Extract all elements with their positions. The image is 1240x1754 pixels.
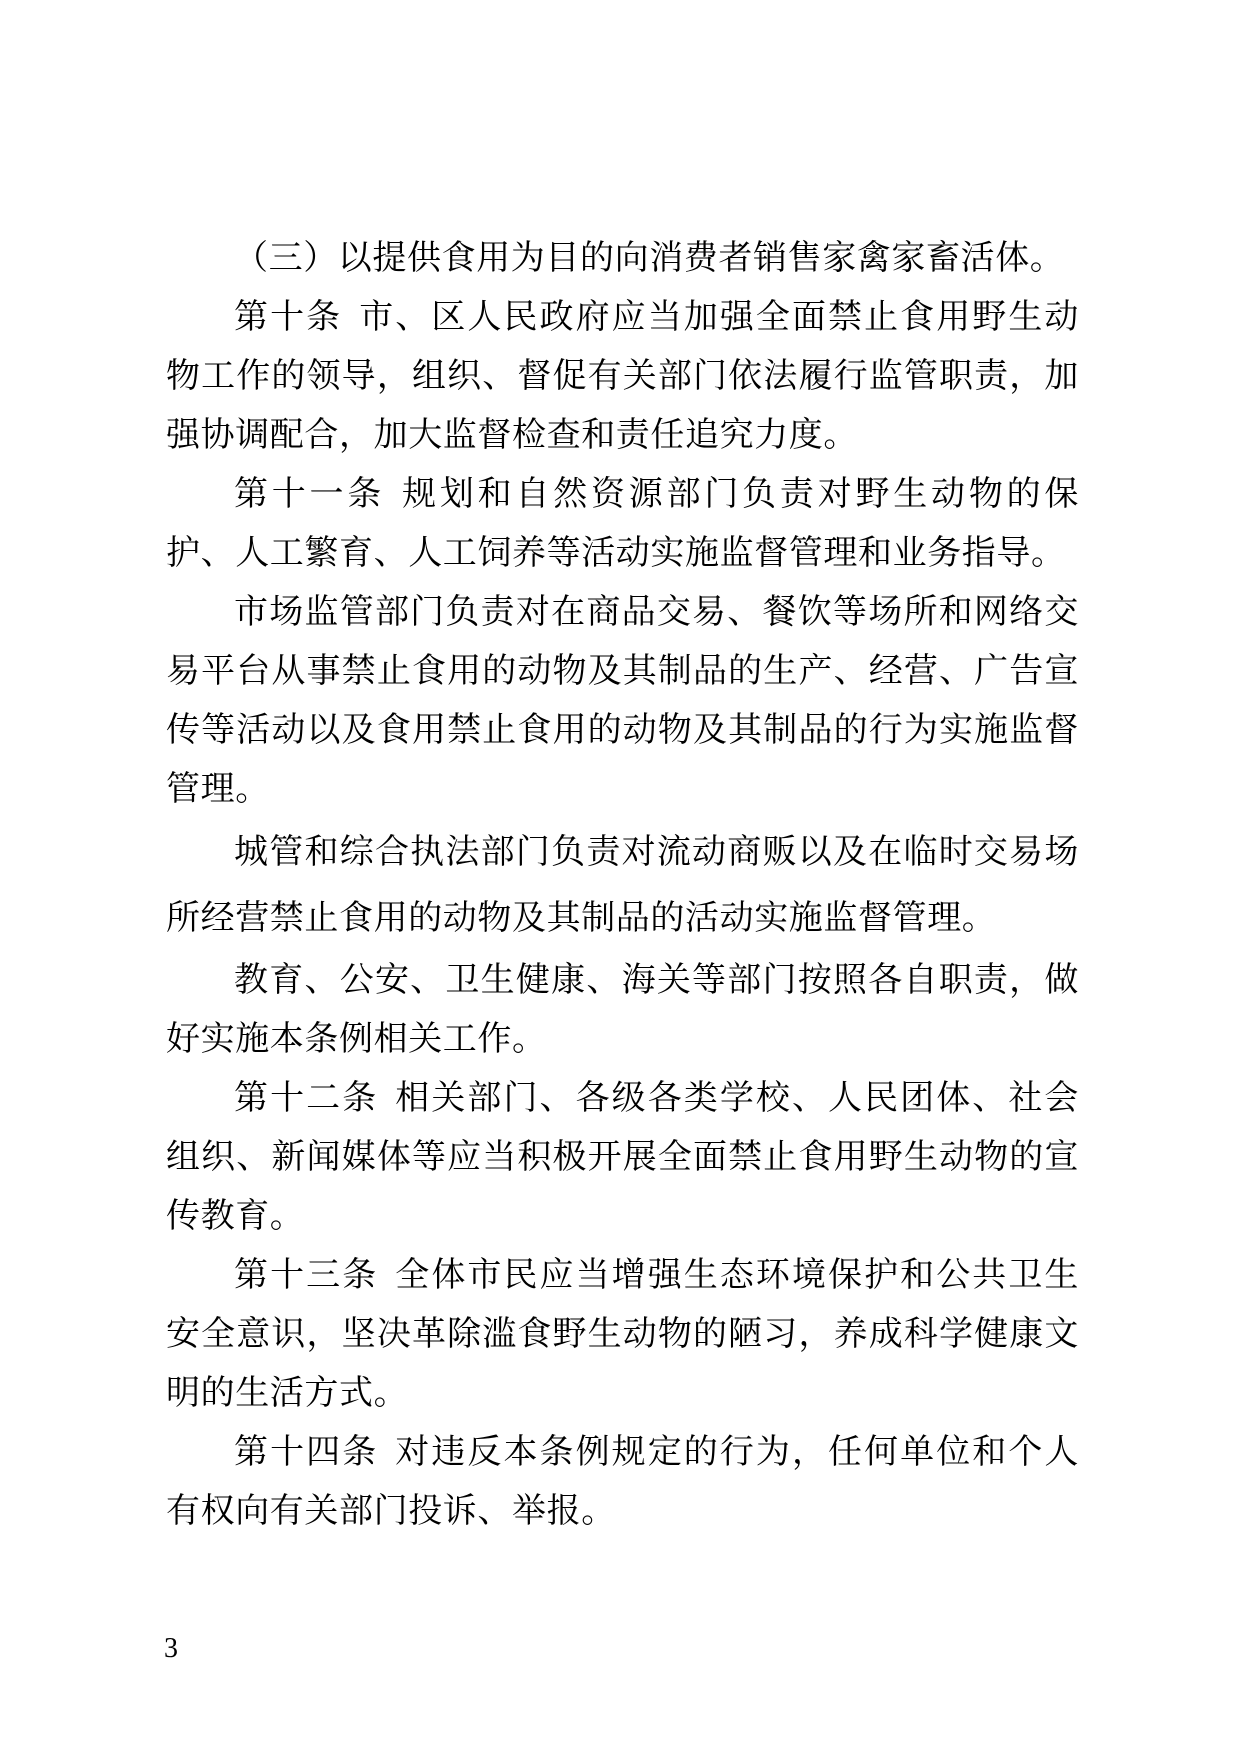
article-10 [166,288,1079,465]
paragraph-text: 对违反本条例规定的行为，任何单位和个人有权向有关部门投诉、举报。 [166,1432,1079,1531]
article-number: 第十一条 [234,474,386,514]
article-number: 第十三条 [234,1255,379,1295]
paragraph-text: （三）以提供食用为目的向消费者销售家禽家畜活体。 [234,238,1065,278]
paragraph-text: 规划和自然资源部门负责对野生动物的保护、人工繁育、人工饲养等活动实施监督管理和业务指导。 [166,474,1079,573]
article-11-urban-management [166,819,1079,951]
paragraph-text: 市、区人民政府应当加强全面禁止食用野生动物工作的领导，组织、督促有关部门依法履行监管职责，加强协调配合，加大监督检查和责任追究力度。 [166,297,1079,455]
page-number: 3 [164,1633,178,1664]
paragraph-text: 相关部门、各级各类学校、人民团体、社会组织、新闻媒体等应当积极开展全面禁止食用野生动物的宣传教育。 [166,1078,1079,1236]
paragraph-text: 全体市民应当增强生态环境保护和公共卫生安全意识，坚决革除滥食野生动物的陋习，养成科学健康文明的生活方式。 [166,1255,1079,1413]
paragraph-item-3 [166,229,1079,288]
article-13 [166,1246,1079,1423]
article-11 [166,465,1079,583]
article-14 [166,1423,1079,1541]
article-11-market-supervision [166,583,1079,819]
article-11-other-departments [166,951,1079,1069]
page-body [166,229,1079,1541]
paragraph-text: 市场监管部门负责对在商品交易、餐饮等场所和网络交易平台从事禁止食用的动物及其制品的生产、经营、广告宣传等活动以及食用禁止食用的动物及其制品的行为实施监督管理。 [166,592,1079,809]
article-number: 第十二条 [234,1078,379,1118]
article-number: 第十条 [234,297,343,337]
paragraph-text: 教育、公安、卫生健康、海关等部门按照各自职责，做好实施本条例相关工作。 [166,960,1079,1059]
paragraph-text: 城管和综合执法部门负责对流动商贩以及在临时交易场所经营禁止食用的动物及其制品的活动实施监督管理。 [166,832,1079,938]
article-number: 第十四条 [234,1432,379,1472]
article-12 [166,1069,1079,1246]
